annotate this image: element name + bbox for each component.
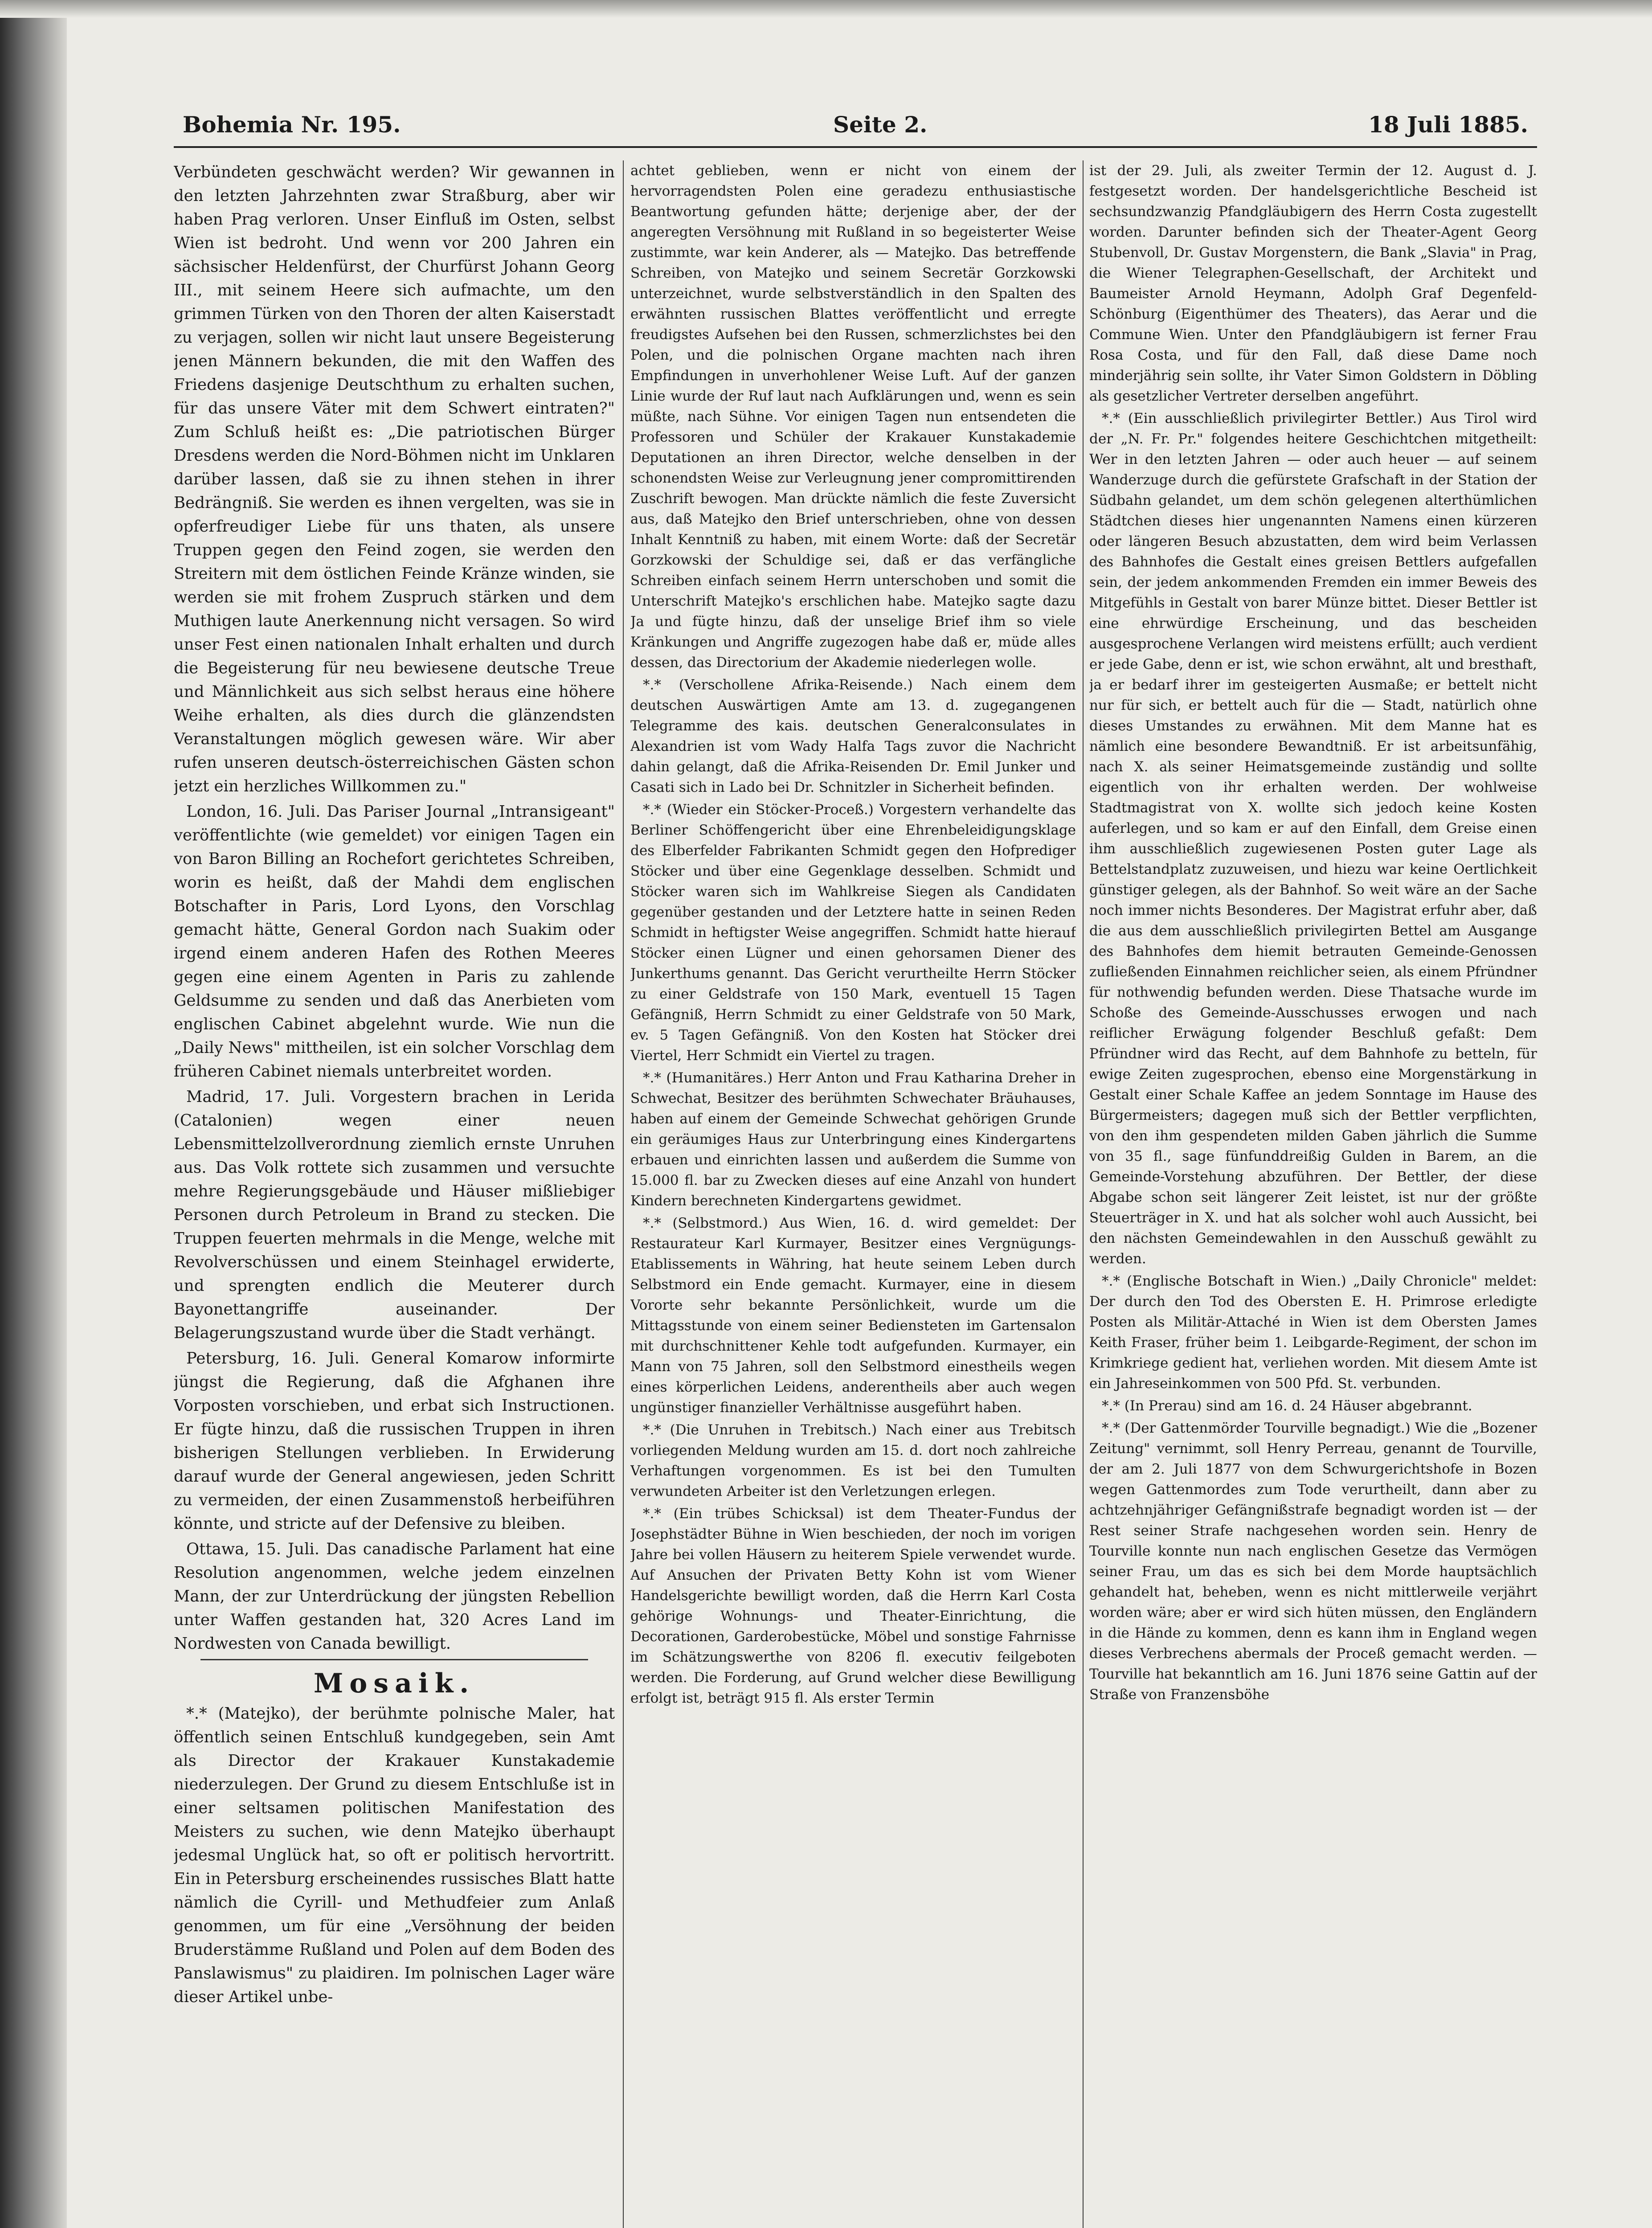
article-matejko-cont: achtet geblieben, wenn er nicht von einem der hervorragendsten Polen eine geradezu enthusiastische Beantwortung gefunden hätte; derjenige aber, der der angeregten Versöhnung mit Rußland in so begeisterter Weise zustimmte, war kein Anderer, als — Matejko. Das betreffende Schreiben, von Matejko und seinem Secretär Gorzkowski unterzeichnet, wurde selbstverständlich in den Spalten des erwähnten russischen Blattes veröffentlicht und erregte freudigstes Aufsehen bei den Russen, schmerzlichstes bei den Polen, und die polnischen Organe machten nach ihren Empfindungen in unverhohlener Weise Luft. Auf der ganzen Linie wurde der Ruf laut nach Aufklärungen und, wenn es sein müßte, nach Sühne. Vor einigen Tagen nun entsendeten die Professoren und Schüler der Krakauer Kunstakademie Deputationen an ihren Director, welche denselben in der schonendsten Weise zur Verleugnung jener compromittirenden Zuschrift bewogen. Man drückte nämlich die feste Zuversicht aus, daß Matejko den Brief unterschrieben, ohne von dessen Inhalt Kenntniß zu haben, mit einem Worte: daß der Secretär Gorzkowski der Schuldige sei, daß er das verfängliche Schreiben einfach seinem Herrn unterschoben und somit die Unterschrift Matejko's erschlichen habe. Matejko sagte dazu Ja und fügte hinzu, daß der unselige Brief ihm so viele Kränkungen und Angriffe zugezogen habe daß er, müde alles dessen, das Directorium der Akademie niederlegen wolle. bbox=[630, 163, 1076, 671]
article-text: Verbündeten geschwächt werden? Wir gewannen in den letzten Jahrzehnten zwar Straßburg, aber wir haben Prag verloren. Unser Einfluß im Osten, selbst Wien ist bedroht. Und wenn vor 200 Jahren ein sächsischer Heldenfürst, der Churfürst Johann Georg III., mit seinem Heere sich aufmachte, um den grimmen Türken von den Thoren der alten Kaiserstadt zu verjagen, sollen wir nicht laut unsere Begeisterung jenen Männern bekunden, die mit den Waffen des Friedens dasjenige Deutschthum zu erhalten suchen, für das unsere Väter mit dem Schwert eintraten?" Zum Schluß heißt es: „Die patriotischen Bürger Dresdens werden die Nord-Böhmen nicht im Unklaren darüber lassen, daß sie zu ihnen stehen in ihrer Bedrängniß. Sie werden es ihnen vergelten, was sie in opferfreudiger Liebe für uns thaten, als unsere Truppen gegen den Feind zogen, sie werden den Streitern mit dem östlichen Feinde Kränze winden, sie werden sie mit frohem Zuspruch stärken und dem Muthigen laute Anerkennung nicht versagen. So wird unser Fest einen nationalen Inhalt erhalten und durch die Begeisterung für neu bewiesene deutsche Treue und Männlichkeit aus sich selbst heraus eine höhere Weihe erhalten, als dies durch die glänzendsten Veranstaltungen möglich gewesen wäre. Wir aber rufen unseren deutsch-österreichischen Gästen schon jetzt ein herzliches Willkommen zu." bbox=[174, 163, 615, 795]
column-divider bbox=[1083, 160, 1084, 2228]
column-2 bbox=[630, 160, 1076, 2228]
article-privilegirter-bettler: *.* (Ein ausschließlich privilegirter Bettler.) Aus Tirol wird der „N. Fr. Pr." folgendes heitere Geschichtchen mitgetheilt: Wer in den letzten Jahren — oder auch heuer — auf seinem Wanderzuge durch die gefürstete Grafschaft in der Station der Südbahn gelandet, um dem schön gelegenen alterthümlichen Städtchen dieses hier ungenannten Namens einen kürzeren oder längeren Besuch abzustatten, dem wird beim Verlassen des Bahnhofes die Gestalt eines greisen Bettlers aufgefallen sein, der jedem ankommenden Fremden ein immer Beweis des Mitgefühls in Gestalt von barer Münze bittet. Dieser Bettler ist eine ehrwürdige Erscheinung, und das bescheiden ausgesprochene Verlangen wird meistens erfüllt; auch verdient er jede Gabe, denn er ist, wie schon erwähnt, alt und bresthaft, ja er bedarf ihrer im gesteigerten Ausmaße; er bettelt nicht nur für sich, er bettelt auch für die — Stadt, natürlich ohne dieses Umstandes zu erwähnen. Mit dem Manne hat es nämlich eine besondere Bewandtniß. Er ist arbeitsunfähig, nach X. als seiner Heimatsgemeinde zuständig und sollte eigentlich von ihr erhalten werden. Der wohlweise Stadtmagistrat von X. wollte sich jedoch keine Kosten auferlegen, und so kam er auf den Einfall, dem Greise einen ihm ausschließlich zugewiesenen Posten guter Lage als Bettelstandplatz zuzuweisen, und hiezu war keine Oertlichkeit günstiger gelegen, als der Bahnhof. So weit wäre an der Sache noch immer nichts Besonderes. Der Magistrat erfuhr aber, daß die aus dem ausschließlich privilegirten Bettel am Ausgange des Bahnhofes dem hiemit betrauten Gemeinde-Genossen zufließenden Einnahmen reichlicher seien, als einem Pfründner für nothwendig befunden werden. Diese Thatsache wurde im Schoße des Gemeinde-Ausschusses erwogen und nach reiflicher Erwägung folgender Beschluß gefaßt: Dem Pfründner wird das Recht, auf dem Bahnhofe zu betteln, für ewige Zeiten zugesprochen, ebenso eine Morgenstärkung in Gestalt einer Schale Kaffee an jedem Sonntage im Hause des Bürgermeisters; dagegen muß sich der Bettler verpflichten, von den ihm gespendeten milden Gaben jährlich die Summe von 35 fl., sage fünfunddreißig Gulden in Barem, an die Gemeinde-Vorstehung abzuführen. Der Bettler, der diese Abgabe schon seit längerer Zeit leistet, ist nur der größte Steuerträger in X. und hat als solcher wohl auch Aussicht, bei den nächsten Gemeindewahlen in den Ausschuß gewählt zu werden. bbox=[1089, 410, 1537, 1267]
article-selbstmord: *.* (Selbstmord.) Aus Wien, 16. d. wird gemeldet: Der Restaurateur Karl Kurmayer, Besitzer eines Vergnügungs-Etablissements in Währing, hat heute seinem Leben durch Selbstmord ein Ende gemacht. Kurmayer, eine in diesem Vororte sehr bekannte Persönlichkeit, wurde um die Mittagsstunde von einem seiner Bediensteten im Gartensalon mit durchschnittener Kehle todt aufgefunden. Kurmayer, ein Mann von 75 Jahren, soll den Selbstmord einestheils wegen eines körperlichen Leidens, anderentheils aber auch wegen ungünstiger finanzieller Verhältnisse ausgeführt haben. bbox=[630, 1215, 1076, 1416]
header-page-number: Seite 2. bbox=[833, 111, 928, 138]
article-ottawa: Ottawa, 15. Juli. Das canadische Parlament hat eine Resolution angenommen, welche jedem einzelnen Mann, der zur Unterdrückung der jüngsten Rebellion unter Waffen gestanden hat, 320 Acres Land im Nordwesten von Canada bewilligt. bbox=[174, 1540, 615, 1653]
article-matejko: *.* (Matejko), der berühmte polnische Maler, hat öffentlich seinen Entschluß kundgegeben, sein Amt als Director der Krakauer Kunstakademie niederzulegen. Der Grund zu diesem Entschluße ist in einer seltsamen politischen Manifestation des Meisters zu suchen, wie denn Matejko überhaupt jedesmal Unglück hat, so oft er politisch hervortritt. Ein in Petersburg erscheinendes russisches Blatt hatte nämlich die Cyrill- und Methudfeier zum Anlaß genommen, um für eine „Versöhnung der beiden Bruderstämme Rußland und Polen auf dem Boden des Panslawismus" zu plaidiren. Im polnischen Lager wäre dieser Artikel unbe- bbox=[174, 1704, 615, 2006]
article-stoecker-process: *.* (Wieder ein Stöcker-Proceß.) Vorgestern verhandelte das Berliner Schöffengericht über eine Ehrenbeleidigungsklage des Elberfelder Fabrikanten Schmidt gegen den Hofprediger Stöcker und über eine Gegenklage desselben. Schmidt und Stöcker waren sich im Wahlkreise Siegen als Candidaten gegenüber gestanden und der Letztere hatte in seinen Reden Schmidt in heftigster Weise angegriffen. Schmidt hatte hierauf Stöcker einen Lügner und einen gehorsamen Diener des Junkerthums genannt. Das Gericht verurtheilte Herrn Stöcker zu einer Geldstrafe von 150 Mark, eventuell 15 Tagen Gefängniß, Herrn Schmidt zu einer Geldstrafe von 50 Mark, ev. 5 Tagen Gefängniß. Von den Kosten hat Stöcker drei Viertel, Herr Schmidt ein Viertel zu tragen. bbox=[630, 802, 1076, 1064]
article-humanitaeres: *.* (Humanitäres.) Herr Anton und Frau Katharina Dreher in Schwechat, Besitzer des berühmten Schwechater Bräuhauses, haben auf einem der Gemeinde Schwechat gehörigen Grunde ein geräumiges Haus zur Unterbringung eines Kindergartens erbauen und einrichten lassen und außerdem die Summe von 15.000 fl. bar zu Zwecken dieses auf eine Anzahl von hundert Kindern berechneten Kindergartens gewidmet. bbox=[630, 1070, 1076, 1209]
article-afrika-reisende: *.* (Verschollene Afrika-Reisende.) Nach einem dem deutschen Auswärtigen Amte am 13. d. zugegangenen Telegramme des kais. deutschen Generalconsulates in Alexandrien ist vom Wady Halfa Tags zuvor die Nachricht dahin gelangt, daß die Afrika-Reisenden Dr. Emil Junker und Casati sich in Lado bei Dr. Schnitzler in Sicherheit befinden. bbox=[630, 677, 1076, 795]
article-madrid: Madrid, 17. Juli. Vorgestern brachen in Lerida (Catalonien) wegen einer neuen Lebensmittelzollverordnung ziemlich ernste Unruhen aus. Das Volk rottete sich zusammen und versuchte mehre Regierungsgebäude und Häuser mißliebiger Personen durch Petroleum in Brand zu stecken. Die Truppen feuerten mehrmals in die Menge, welche mit Revolverschüssen und einem Steinhagel erwiderte, und sprengten endlich die Meuterer durch Bayonettangriffe auseinander. Der Belagerungszustand wurde über die Stadt verhängt. bbox=[174, 1088, 615, 1342]
article-london: London, 16. Juli. Das Pariser Journal „Intransigeant" veröffentlichte (wie gemeldet) vor einigen Tagen ein von Baron Billing an Rochefort gerichtetes Schreiben, worin es heißt, daß der Mahdi dem englischen Botschafter in Paris, Lord Lyons, den Vorschlag gemacht hätte, General Gordon nach Suakim oder irgend einem anderen Hafen des Rothen Meeres gegen eine einem Agenten in Paris zu zahlende Geldsumme zu senden und daß das Anerbieten vom englischen Cabinet abgelehnt wurde. Wie nun die „Daily News" mittheilen, ist ein solcher Vorschlag dem früheren Cabinet niemals unterbreitet worden. bbox=[174, 803, 615, 1081]
scan-shadow-top bbox=[0, 0, 1652, 18]
header-rule bbox=[174, 146, 1537, 148]
column-3 bbox=[1089, 160, 1537, 2228]
section-title-mosaik: Mosaik. bbox=[313, 1668, 475, 1699]
newspaper-page bbox=[174, 111, 1537, 2228]
header-date: 18 Juli 1885. bbox=[1368, 111, 1528, 138]
header-issue: Bohemia Nr. 195. bbox=[183, 111, 401, 138]
article-costa-cont: ist der 29. Juli, als zweiter Termin der 12. August d. J. festgesetzt worden. Der handelsgerichtliche Bescheid ist sechsundzwanzig Pfandgläubigern des Herrn Costa zugestellt worden. Darunter befinden sich der Theater-Agent Georg Stubenvoll, Dr. Gustav Morgenstern, die Bank „Slavia" in Prag, die Wiener Telegraphen-Gesellschaft, der Architekt und Baumeister Arnold Heymann, Adolph Graf Degenfeld-Schönburg (Eigenthümer des Theaters), das Aerar und die Commune Wien. Unter den Pfandgläubigern ist ferner Frau Rosa Costa, und für den Fall, daß diese Dame noch minderjährig sein sollte, ihr Vater Simon Goldstern in Döbling als gesetzlicher Vertreter derselben angeführt. bbox=[1089, 163, 1537, 404]
article-englische-botschaft: *.* (Englische Botschaft in Wien.) „Daily Chronicle" meldet: Der durch den Tod des Obersten E. H. Primrose erledigte Posten als Militär-Attaché in Wien ist dem Obersten James Keith Fraser, früher beim 1. Leibgarde-Regiment, der schon im Krimkriege gedient hat, verliehen worden. Mit diesem Amte ist ein Jahreseinkommen von 500 Pfd. St. verbunden. bbox=[1089, 1273, 1537, 1392]
scan-shadow-left bbox=[0, 0, 67, 2228]
article-tourville: *.* (Der Gattenmörder Tourville begnadigt.) Wie die „Bozener Zeitung" vernimmt, soll Henry Perreau, genannt de Tourville, der am 2. Juli 1877 von dem Schwurgerichtshofe in Bozen wegen Gattenmordes zum Tode verurtheilt, dann aber zu achtzehnjähriger Gefängnißstrafe begnadigt worden ist — der Rest seiner Strafe nachgesehen worden sein. Henry de Tourville konnte nun nach englischen Gesetze das Vermögen seiner Frau, um das es sich bei dem Morde hauptsächlich gehandelt hat, beheben, wenn es nicht mittlerweile verjährt worden wäre; aber er wird sich hüten müssen, den Engländern in die Hände zu kommen, denn es kann ihm in England wegen dieses Verbrechens abermals der Proceß gemacht werden. — Tourville hat bekanntlich am 16. Juni 1876 seine Gattin auf der Straße von Franzensböhe bbox=[1089, 1420, 1537, 1703]
article-unruhen-trebitsch: *.* (Die Unruhen in Trebitsch.) Nach einer aus Trebitsch vorliegenden Meldung wurden am 15. d. dort noch zahlreiche Verhaftungen vorgenommen. Es ist bei den Tumulten verwundeten Arbeiter ist den Verletzungen erlegen. bbox=[630, 1422, 1076, 1499]
article-truebes-schicksal: *.* (Ein trübes Schicksal) ist dem Theater-Fundus der Josephstädter Bühne in Wien beschieden, der noch im vorigen Jahre bei vollen Häusern zu heiterem Spiele verwendet wurde. Auf Ansuchen der Privaten Betty Kohn ist vom Wiener Handelsgerichte bewilligt worden, daß die Herrn Karl Costa gehörige Wohnungs- und Theater-Einrichtung, die Decorationen, Garderobestücke, Möbel und sonstige Fahrnisse im Schätzungswerthe von 8206 fl. executiv feilgeboten werden. Die Forderung, auf Grund welcher diese Bewilligung erfolgt ist, beträgt 915 fl. Als erster Termin bbox=[630, 1506, 1076, 1706]
column-divider bbox=[623, 160, 624, 2228]
section-rule bbox=[200, 1659, 588, 1660]
page-header bbox=[174, 111, 1537, 143]
article-petersburg: Petersburg, 16. Juli. General Komarow informirte jüngst die Regierung, daß die Afghanen ihre Vorposten vorschieben, und erbat sich Instructionen. Er fügte hinzu, daß die russischen Truppen in ihren bisherigen Stellungen verblieben. In Erwiderung darauf wurde der General angewiesen, jeden Schritt zu vermeiden, der einen Zusammenstoß herbeiführen könnte, und stricte auf der Defensive zu bleiben. bbox=[174, 1349, 615, 1533]
column-1 bbox=[174, 160, 615, 2228]
article-prerau: *.* (In Prerau) sind am 16. d. 24 Häuser abgebrannt. bbox=[1102, 1398, 1472, 1414]
